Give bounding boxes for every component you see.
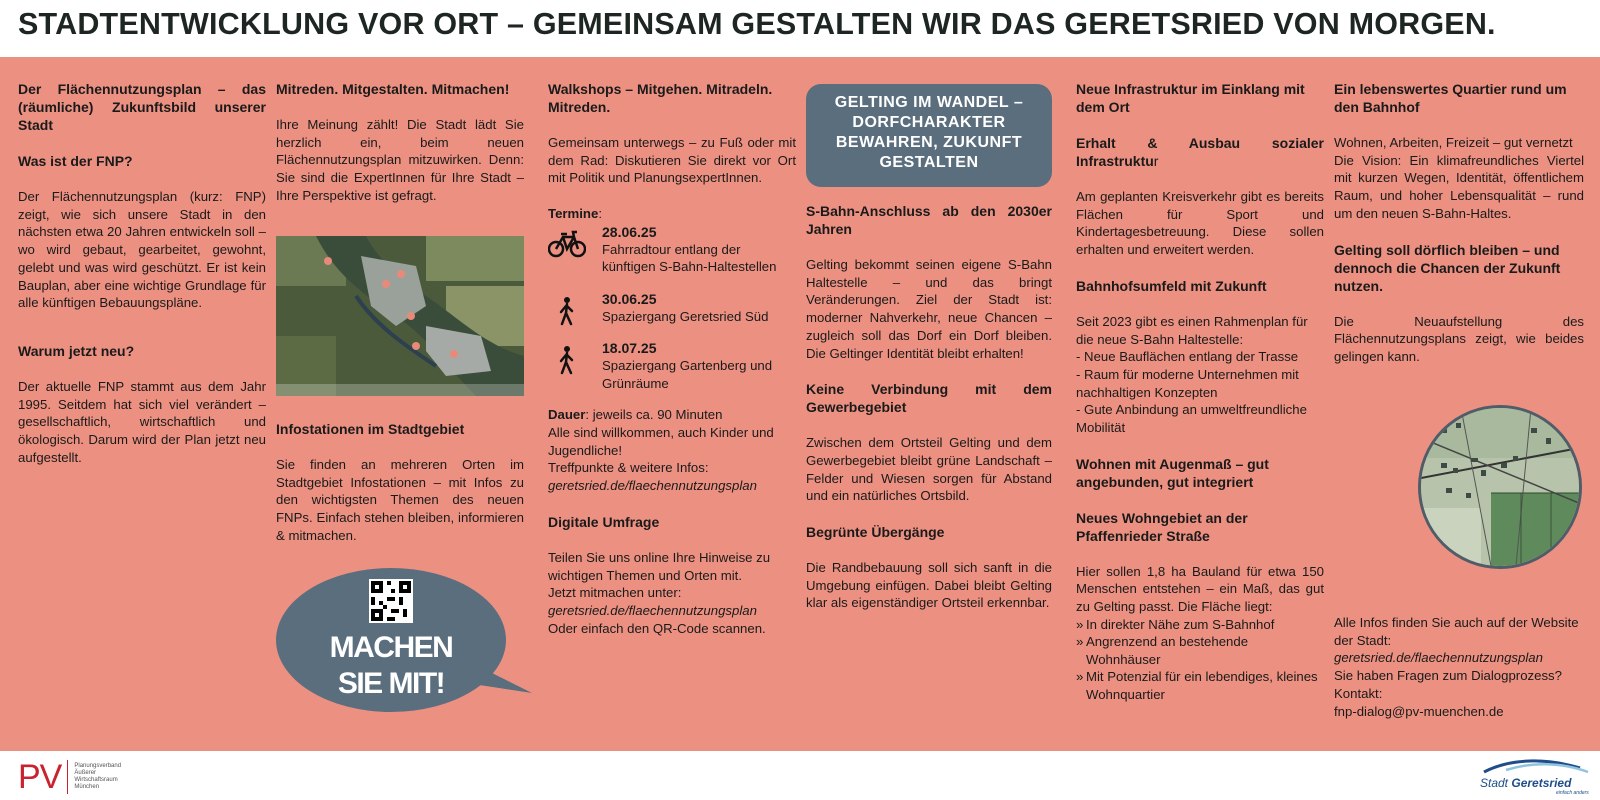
- fnp-link[interactable]: geretsried.de/flaechennutzungsplan: [548, 478, 757, 494]
- wohnen-heading: Wohnen mit Augenmaß – gut angebunden, gut integriert: [1076, 455, 1269, 490]
- column-walkshops: [548, 80, 796, 637]
- termine-label: [548, 205, 796, 223]
- column-fnp: [18, 80, 266, 466]
- column-infostationen: [276, 420, 524, 545]
- wohngebiet-heading: Neues Wohngebiet an der Pfaffenrieder Straße: [1076, 509, 1248, 544]
- wohngebiet-list: [1076, 616, 1324, 704]
- pv-logo: [18, 758, 121, 796]
- contact-email[interactable]: fnp-dialog@pv-muenchen.de: [1334, 703, 1504, 719]
- gelting-plan-map: [1418, 405, 1582, 569]
- uebergaenge-heading: Begrünte Übergänge: [806, 524, 945, 541]
- termine-label-text: Termine: [548, 206, 599, 222]
- footer: [0, 751, 1600, 800]
- walkshops-text: Gemeinsam unterwegs – zu Fuß oder mit dem Rad: Diskutieren Sie direkt vor Ort mit Politik und PlanungsexpertInnen.: [548, 135, 796, 186]
- quartier-heading: Ein lebenswertes Quartier rund um den Bahnhof: [1334, 81, 1567, 115]
- umfrage-link[interactable]: geretsried.de/flaechennutzungsplan: [548, 602, 757, 618]
- column-infrastruktur: [1076, 80, 1324, 703]
- list-item: » Mit Potenzial für ein lebendiges, kleines Wohnquartier: [1076, 668, 1324, 703]
- pv-line: München: [74, 784, 100, 790]
- questions-text: Sie haben Fragen zum Dialogprozess? Kontakt:: [1334, 668, 1562, 701]
- website-link[interactable]: geretsried.de/flaechennutzungsplan: [1334, 650, 1543, 666]
- event-text: Spaziergang Geretsried Süd: [602, 308, 769, 324]
- quartier-subline: Wohnen, Arbeiten, Freizeit – gut vernetzt: [1334, 135, 1573, 150]
- column-quartier: [1334, 80, 1584, 366]
- fnp-why-text: Der aktuelle FNP stammt aus dem Jahr 1995. Seitdem hat sich viel verändert – gesellschaftlich, wirtschaftlich und ökologisch. Darum wird der Plan jetzt neu aufgestellt.: [18, 378, 266, 465]
- uebergaenge-text: Die Randbebauung soll sich sanft in die Umgebung einfügen. Dabei bleibt Gelting klar als eigenständiger Ortsteil erkennbar.: [806, 560, 1052, 611]
- pv-org-name: [74, 763, 121, 791]
- infostationen-heading: Infostationen im Stadtgebiet: [276, 421, 465, 437]
- bahnhof-item: - Raum für moderne Unternehmen mit nachhaltigen Konzepten: [1076, 366, 1299, 400]
- sozial-heading-bold: Erhalt & Ausbau sozialer Infrastruktu: [1076, 135, 1324, 169]
- pv-line: Äußerer: [74, 770, 97, 776]
- aerial-map-image: [276, 236, 524, 396]
- bicycle-icon: [548, 229, 586, 259]
- walking-icon: [548, 345, 586, 375]
- doerflich-heading: Gelting soll dörflich bleiben – und dennoch die Chancen der Zukunft nutzen.: [1334, 241, 1561, 294]
- infrastruktur-heading: Neue Infrastruktur im Einklang mit dem Ort: [1076, 81, 1305, 115]
- event-text: Fahrradtour entlang der künftigen S-Bahn-Haltestellen: [602, 241, 777, 275]
- contact-block: [1334, 614, 1584, 720]
- sbahn-heading: S-Bahn-Anschluss ab den 2030er Jahren: [806, 203, 1052, 237]
- stadt-logo-text: [1480, 776, 1571, 790]
- dauer-line: [548, 406, 796, 424]
- qr-hint: Oder einfach den QR-Code scannen.: [548, 620, 766, 636]
- welcome-text: Alle sind willkommen, auch Kinder und Jugendliche!: [548, 425, 774, 458]
- dauer-text: : jeweils ca. 90 Minuten: [585, 407, 723, 423]
- bahnhof-item: - Neue Bauflächen entlang der Trasse: [1076, 349, 1299, 365]
- qr-code-icon[interactable]: [369, 579, 413, 623]
- machen-sie-mit-text: [276, 630, 506, 702]
- umfrage-cta: Jetzt mitmachen unter:: [548, 585, 682, 601]
- walking-icon: [548, 296, 586, 326]
- termine-colon: :: [598, 206, 602, 222]
- stadt-tagline: einfach anders: [1556, 790, 1589, 796]
- event-text: Spaziergang Gartenberg und Grünräume: [602, 358, 773, 391]
- doerflich-text: Die Neuaufstellung des Flächennutzungsplans zeigt, wie beides gelingen kann.: [1334, 313, 1584, 364]
- pv-letters: PV: [18, 758, 62, 796]
- event-date: 18.07.25: [602, 340, 657, 357]
- infostationen-text: Sie finden an mehreren Orten im Stadtgebiet Infostationen – mit Infos zu den wichtigsten Themen des neuen FNPs. Einfach stehen bleiben, informieren & mitmachen.: [276, 457, 524, 543]
- event-date: 30.06.25: [602, 290, 657, 307]
- wohngebiet-text: Hier sollen 1,8 ha Bauland für etwa 150 Menschen entstehen – ein Maß, das gut zu Gelting passt. Die Fläche liegt:: [1076, 563, 1324, 615]
- list-item: » In direkter Nähe zum S-Bahnhof: [1076, 616, 1324, 634]
- fnp-question-what: Was ist der FNP?: [18, 153, 133, 169]
- bahnhof-heading: Bahnhofsumfeld mit Zukunft: [1076, 277, 1267, 294]
- geretsried-word: Geretsried: [1511, 776, 1572, 790]
- stadt-word: Stadt: [1480, 776, 1509, 790]
- bahnhof-item: - Gute Anbindung an umweltfreundliche Mobilität: [1076, 402, 1307, 436]
- event-item: [548, 339, 796, 392]
- list-item: » Angrenzend an bestehende Wohnhäuser: [1076, 633, 1324, 668]
- gewerbe-text: Zwischen dem Ortsteil Gelting und dem Gewerbegebiet bleibt grüne Landschaft – Felder und Wiesen sorgen für Abstand und ein natürliches Ortsbild.: [806, 435, 1052, 504]
- bubble-line-1: MACHEN: [329, 631, 453, 664]
- event-date: 28.06.25: [602, 223, 657, 240]
- mitreden-heading: Mitreden. Mitgestalten. Mitmachen!: [276, 81, 510, 97]
- gelting-banner: GELTING IM WANDEL – DORFCHARAKTER BEWAHREN, ZUKUNFT GESTALTEN: [806, 84, 1052, 187]
- sbahn-text: Gelting bekommt seinen eigene S-Bahn Haltestelle – und das bringt Veränderungen. Ziel der Stadt ist: moderner Nahverkehr, neue Chancen – zugleich soll das Dorf ein Dorf bleiben. Die Geltinger Identität bleibt erhalten!: [806, 257, 1052, 361]
- column-gelting: [806, 202, 1052, 612]
- info-text: Alle Infos finden Sie auch auf der Website der Stadt:: [1334, 615, 1579, 648]
- treffpunkte-text: Treffpunkte & weitere Infos:: [548, 460, 709, 476]
- fnp-what-text: Der Flächennutzungsplan (kurz: FNP) zeigt, wie sich unsere Stadt in den nächsten etwa 20 Jahren entwickeln soll – wo wird gebaut, gearbeitet, gewohnt, gelebt und was wird geschützt. Er ist kein Bauplan, aber eine wichtige Grundlage für alle künftigen Bebauungspläne.: [18, 189, 266, 311]
- sozial-heading: [1076, 134, 1324, 170]
- pv-line: Wirtschaftsraum: [74, 777, 118, 783]
- event-item: [548, 223, 796, 276]
- column-mitreden: [276, 80, 524, 205]
- mitreden-text: Ihre Meinung zählt! Die Stadt lädt Sie herzlich ein, beim neuen Flächennutzungsplan mitzuwirken. Denn: Sie sind die ExpertInnen für Ihre Stadt – Ihre Perspektive ist gefragt.: [276, 117, 524, 203]
- bahnhof-text: Seit 2023 gibt es einen Rahmenplan für die neue S-Bahn Haltestelle:: [1076, 313, 1308, 347]
- walkshops-heading: Walkshops – Mitgehen. Mitradeln. Mitreden.: [548, 81, 773, 115]
- umfrage-heading: Digitale Umfrage: [548, 513, 660, 530]
- title-bar: [0, 0, 1600, 57]
- dauer-label: Dauer: [548, 407, 586, 423]
- gewerbe-heading: Keine Verbindung mit dem Gewerbegebiet: [806, 381, 1052, 416]
- page-title: STADTENTWICKLUNG VOR ORT – GEMEINSAM GESTALTEN WIR DAS GERETSRIED VON MORGEN.: [18, 7, 1496, 41]
- event-item: [548, 290, 796, 326]
- pv-line: Planungsverband: [74, 763, 122, 769]
- fnp-heading: Der Flächennutzungsplan – das (räumliche) Zukunftsbild unserer Stadt: [18, 81, 266, 133]
- sozial-text: Am geplanten Kreisverkehr gibt es bereits Flächen für Sport und Kindertagesbetreuung. Diese sollen erhalten und erweitert werden.: [1076, 189, 1324, 258]
- bubble-line-2: SIE MIT!: [337, 667, 445, 700]
- fnp-question-why: Warum jetzt neu?: [18, 342, 135, 359]
- sozial-heading-end: r: [1153, 153, 1159, 169]
- quartier-vision: Die Vision: Ein klimafreundliches Viertel mit kurzen Wegen, Identität, öffentlichem Raum, und hoher Lebensqualität – rund um den neuen S-Bahn-Haltes.: [1334, 152, 1584, 221]
- umfrage-text: Teilen Sie uns online Ihre Hinweise zu wichtigen Themen und Orten mit.: [548, 549, 771, 583]
- pv-separator: [67, 760, 68, 794]
